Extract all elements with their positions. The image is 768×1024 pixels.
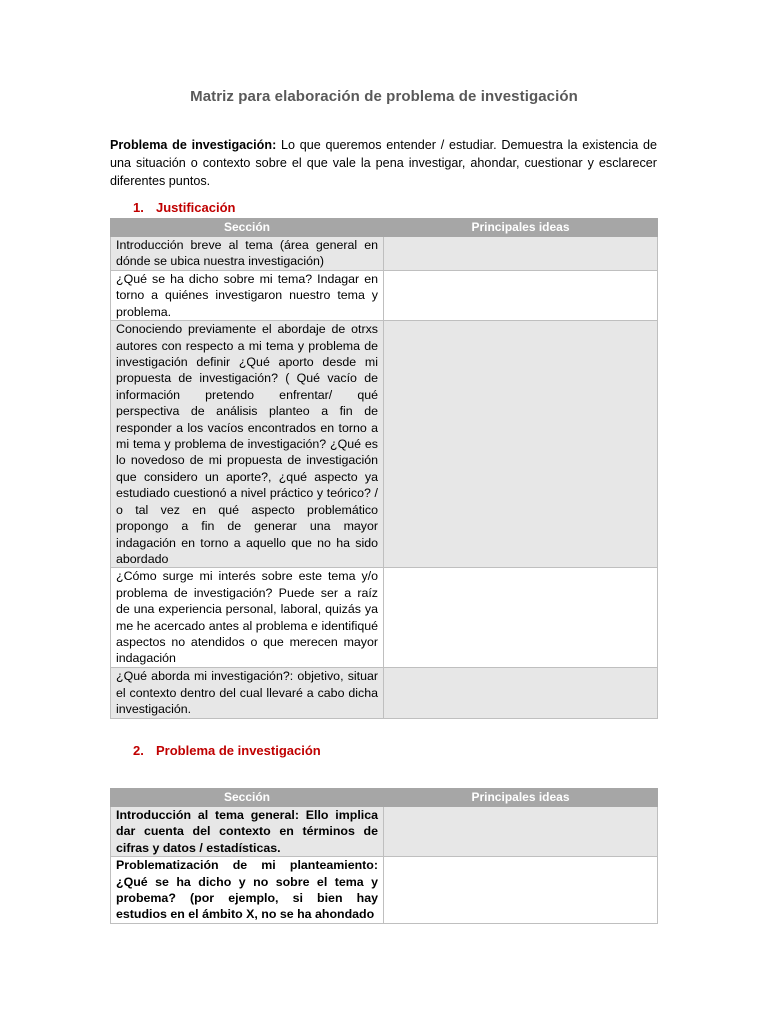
intro-text: Lo que queremos entender / estudiar. Demuestra la existencia de una situación o contexto sobre el que vale la pena investigar, ahondar, cuestionar y esclarecer diferentes puntos. [110,138,657,188]
table-header-row [111,219,658,237]
column-header-seccion: Sección [111,789,384,807]
ideas-cell[interactable] [384,237,658,271]
page-title: Matriz para elaboración de problema de investigación [190,88,578,105]
ideas-cell[interactable] [384,807,658,857]
intro-label: Problema de investigación: [110,138,277,152]
column-header-ideas: Principales ideas [384,219,658,237]
table-row [111,857,658,924]
ideas-cell[interactable] [384,668,658,718]
section-title: Justificación [156,200,236,215]
section-title: Problema de investigación [156,743,321,758]
ideas-cell[interactable] [384,568,658,668]
section-cell: Problematización de mi planteamiento: ¿Qué se ha dicho y no sobre el tema y probema? (por ejemplo, si bien hay estudios en el ámbito X, no se ha ahondado [111,857,384,924]
section-cell: Introducción breve al tema (área general en dónde se ubica nuestra investigación) [111,237,384,271]
intro-paragraph [110,136,657,190]
section-number: 1. [133,200,144,215]
ideas-cell[interactable] [384,271,658,321]
table-row [111,807,658,857]
section-cell: Introducción al tema general: Ello implica dar cuenta del contexto en términos de cifras y datos / estadísticas. [111,807,384,857]
column-header-seccion: Sección [111,219,384,237]
section-cell: Conociendo previamente el abordaje de otrxs autores con respecto a mi tema y problema de investigación definir ¿Qué aporto desde mi propuesta de investigación? ( Qué vacío de información pretendo enfrentar/ qué perspectiva de análisis planteo a fin de responder a los vacíos encontrados en torno a mi tema y problema de investigación? ¿Qué es lo novedoso de mi propuesta de investigación que considero un aporte?, ¿qué aspecto ya estudiado cuestionó a nivel práctico y teórico? / o tal vez en qué aspecto problemático propongo a fin de generar una mayor indagación en torno a aquello que no ha sido abordado [111,321,384,568]
justificacion-table [110,218,658,719]
table-row [111,271,658,321]
column-header-ideas: Principales ideas [384,789,658,807]
table-header-row [111,789,658,807]
section-heading-justificacion [133,200,235,215]
ideas-cell[interactable] [384,857,658,924]
table-row [111,568,658,668]
section-cell: ¿Cómo surge mi interés sobre este tema y/o problema de investigación? Puede ser a raíz de una experiencia personal, laboral, quizás ya me he acercado antes al problema e identifiqué aspectos no atendidos o que merecen mayor indagación [111,568,384,668]
section-number: 2. [133,743,144,758]
section-cell: ¿Qué se ha dicho sobre mi tema? Indagar en torno a quiénes investigaron nuestro tema y problema. [111,271,384,321]
table-row [111,237,658,271]
problema-table [110,788,658,924]
section-cell: ¿Qué aborda mi investigación?: objetivo, situar el contexto dentro del cual llevaré a cabo dicha investigación. [111,668,384,718]
table-row [111,668,658,718]
ideas-cell[interactable] [384,321,658,568]
section-heading-problema [133,743,321,758]
table-row [111,321,658,568]
